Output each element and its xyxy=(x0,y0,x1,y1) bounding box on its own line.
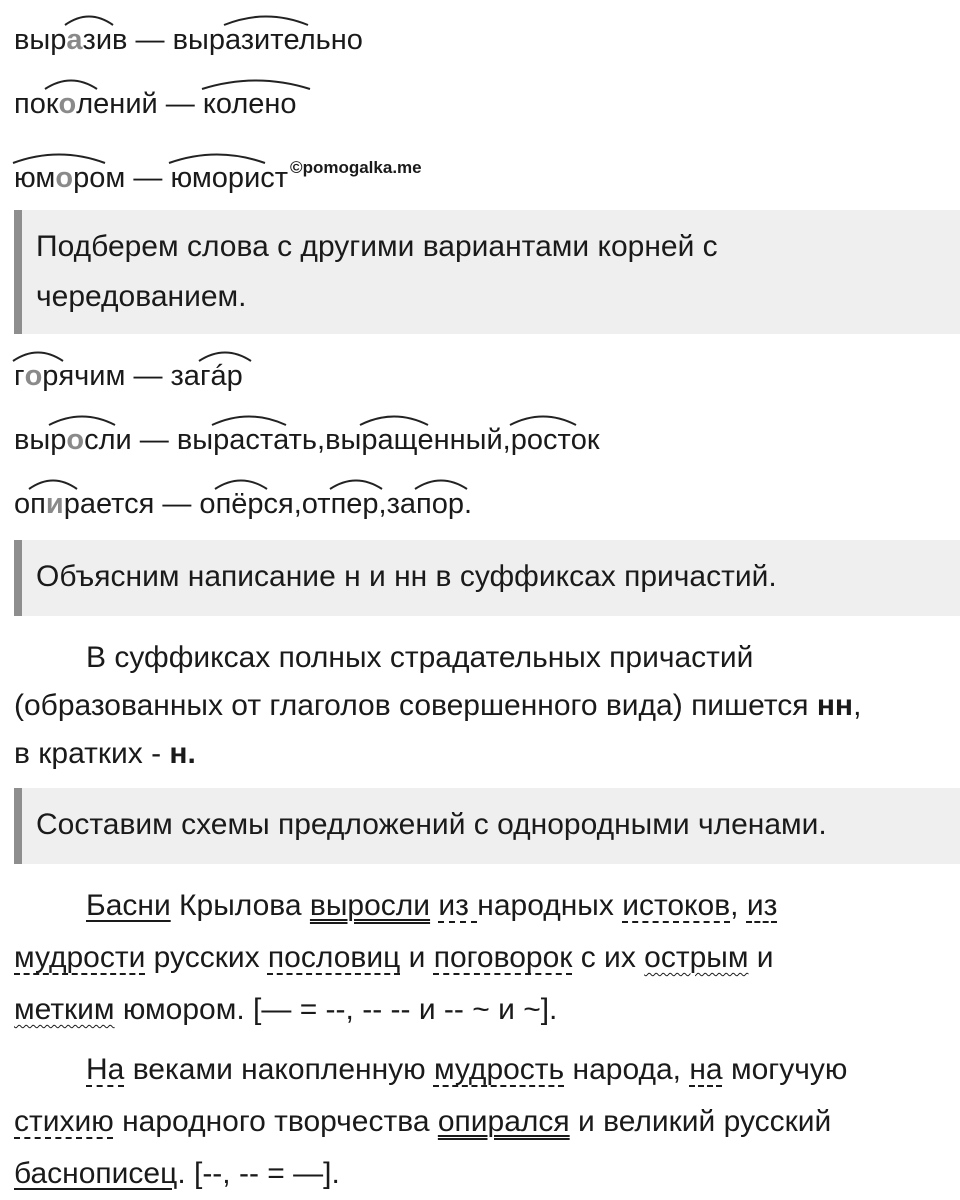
root: пер xyxy=(331,484,379,524)
word: вы ращенный, xyxy=(325,420,511,460)
word: вы росли xyxy=(14,420,132,460)
word-pair-line: о пирается — о пёрся,от пер,за пор. xyxy=(14,484,472,524)
root: азит xyxy=(225,20,284,60)
callout-text: чередованием. xyxy=(36,280,247,313)
callout-box xyxy=(14,540,960,616)
root-arc-icon xyxy=(358,412,430,426)
word-pair-line: вы росли — вы растать,вы ращенный, росток xyxy=(14,420,600,460)
root: пёр xyxy=(216,484,264,524)
root: колен xyxy=(203,84,281,124)
root-arc-icon xyxy=(210,412,288,426)
root: аз xyxy=(66,20,95,60)
word-pair-line: горячим — за гáр xyxy=(14,356,243,396)
root-arc-icon xyxy=(200,76,312,90)
word: юмором xyxy=(14,158,125,198)
callout-box xyxy=(14,210,960,334)
root-arc-icon xyxy=(11,150,107,164)
root-arc-icon xyxy=(47,412,117,426)
word: юморист xyxy=(170,158,288,198)
word-pair-line: юмором — юморист $^{©pomogalka.me}$ xyxy=(14,148,422,198)
word: за гáр xyxy=(171,356,243,396)
root: рос xyxy=(50,420,98,460)
root: рост xyxy=(511,420,571,460)
root-arc-icon xyxy=(27,476,79,490)
root: кол xyxy=(46,84,93,124)
root-arc-icon xyxy=(213,476,269,490)
word: по колений xyxy=(14,84,158,124)
word: о пирается xyxy=(14,484,154,524)
word-pair-line: по колений — колено xyxy=(14,84,297,124)
root-arc-icon xyxy=(508,412,578,426)
sentence-paragraph: На веками накопленную мудрость народа, на могучую стихию народного творчества опирался и великий русский баснописец. [--, -- = —]. xyxy=(14,1053,848,1190)
word-pair-line: выр азив — выр азительно xyxy=(14,20,363,60)
sentence-paragraph: Басни Крылова выросли из народных истоков, из мудрости русских пословиц и поговорок с их острым и метким юмором. [— = --, -- -- и -- ~ и ~]. xyxy=(14,889,778,1026)
root: юмор xyxy=(14,158,89,198)
callout-text: Объясним написание н и нн в суффиксах причастий. xyxy=(36,560,777,593)
root: пор xyxy=(416,484,464,524)
word: вы растать, xyxy=(177,420,325,460)
word: выр азительно xyxy=(173,20,363,60)
word: за пор. xyxy=(387,484,472,524)
root: раст xyxy=(213,420,273,460)
root-arc-icon xyxy=(63,12,115,26)
root: юмор xyxy=(170,158,244,198)
word: о пёрся, xyxy=(199,484,301,524)
callout-text: Составим схемы предложений с однородными членами. xyxy=(36,808,827,841)
word: от пер, xyxy=(302,484,387,524)
root: ращ xyxy=(361,420,417,460)
root: гор xyxy=(14,356,58,396)
root-arc-icon xyxy=(222,12,310,26)
root-arc-icon xyxy=(197,348,253,362)
root: пир xyxy=(30,484,80,524)
word: росток xyxy=(511,420,600,460)
callout-text: Подберем слова с другими вариантами корней с xyxy=(36,230,718,263)
word: горячим xyxy=(14,356,125,396)
root-arc-icon xyxy=(413,476,469,490)
root-arc-icon xyxy=(11,348,65,362)
root-arc-icon xyxy=(328,476,384,490)
root-arc-icon xyxy=(167,150,267,164)
root: гáр xyxy=(200,356,243,396)
callout-box xyxy=(14,788,960,864)
watermark: ©pomogalka.me xyxy=(290,158,422,177)
word: выр азив xyxy=(14,20,127,60)
rule-paragraph: В суффиксах полных страдательных причастий (образованных от глаголов совершенного вида) пишется нн, в кратких - н. xyxy=(14,641,862,770)
root-arc-icon xyxy=(43,76,99,90)
word: колено xyxy=(203,84,297,124)
